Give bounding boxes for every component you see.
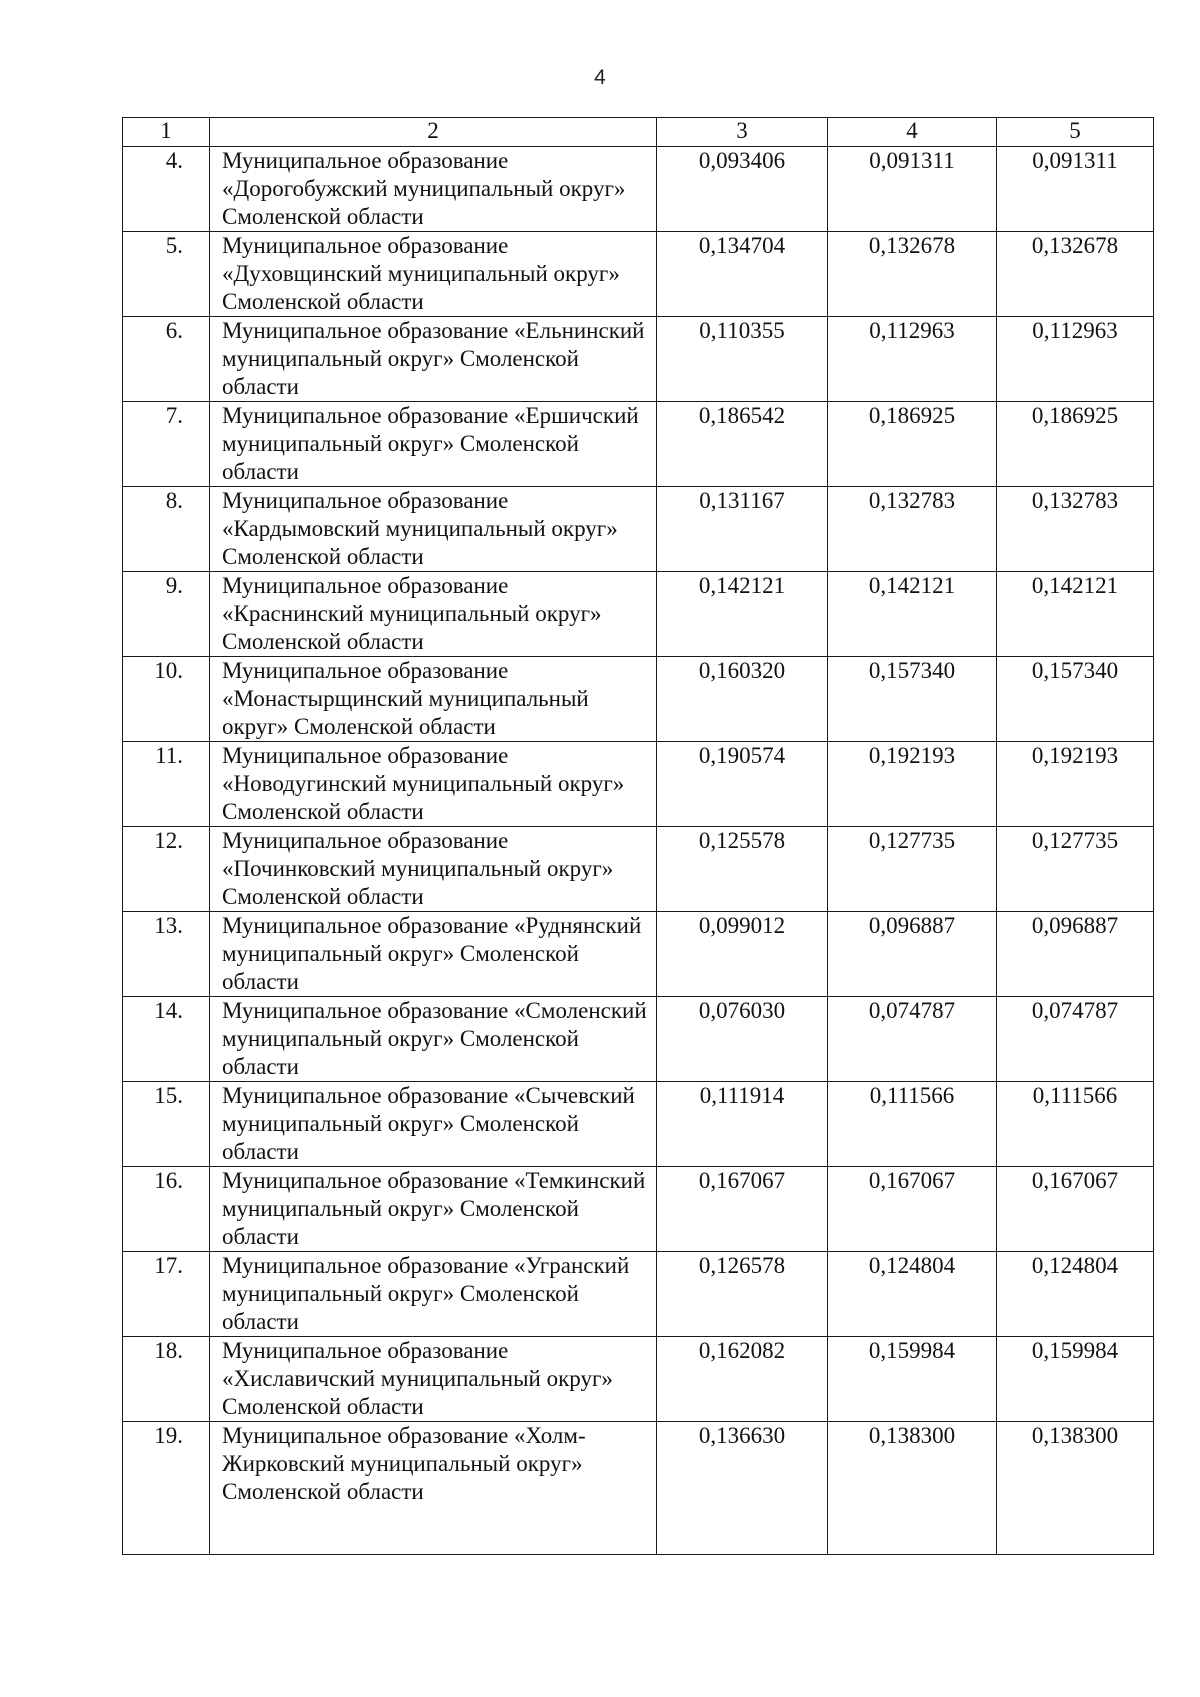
value-col5: 0,167067 [997,1167,1154,1252]
value-col3: 0,131167 [657,487,828,572]
header-cell: 5 [997,118,1154,147]
municipality-name: Муниципальное образование «Починковский муниципальный округ» Смоленской области [210,827,657,912]
value-col4: 0,096887 [828,912,997,997]
row-number: 19. [123,1422,210,1555]
row-number: 18. [123,1337,210,1422]
value-col5: 0,138300 [997,1422,1154,1555]
value-col4: 0,157340 [828,657,997,742]
municipality-name: Муниципальное образование «Монастырщинский муниципальный округ» Смоленской области [210,657,657,742]
table-row [123,742,1154,827]
municipality-name: Муниципальное образование «Духовщинский муниципальный округ» Смоленской области [210,232,657,317]
table-row [123,1337,1154,1422]
value-col5: 0,192193 [997,742,1154,827]
value-col4: 0,091311 [828,147,997,232]
table-row [123,232,1154,317]
row-number: 10. [123,657,210,742]
row-number: 15. [123,1082,210,1167]
header-cell: 4 [828,118,997,147]
value-col3: 0,162082 [657,1337,828,1422]
value-col3: 0,099012 [657,912,828,997]
row-number: 5. [123,232,210,317]
value-col3: 0,136630 [657,1422,828,1555]
value-col4: 0,142121 [828,572,997,657]
municipality-name: Муниципальное образование «Ельнинский муниципальный округ» Смоленской области [210,317,657,402]
value-col5: 0,091311 [997,147,1154,232]
table-row [123,997,1154,1082]
value-col4: 0,127735 [828,827,997,912]
table-row [123,317,1154,402]
value-col4: 0,138300 [828,1422,997,1555]
table-row [123,912,1154,997]
value-col3: 0,126578 [657,1252,828,1337]
value-col4: 0,167067 [828,1167,997,1252]
value-col3: 0,134704 [657,232,828,317]
header-cell: 3 [657,118,828,147]
municipality-name: Муниципальное образование «Темкинский муниципальный округ» Смоленской области [210,1167,657,1252]
table-row [123,1082,1154,1167]
row-number: 17. [123,1252,210,1337]
table-row [123,1252,1154,1337]
value-col5: 0,112963 [997,317,1154,402]
municipality-name: Муниципальное образование «Сычевский муниципальный округ» Смоленской области [210,1082,657,1167]
value-col3: 0,125578 [657,827,828,912]
municipality-name: Муниципальное образование «Смоленский муниципальный округ» Смоленской области [210,997,657,1082]
row-number: 16. [123,1167,210,1252]
value-col3: 0,111914 [657,1082,828,1167]
table-row [123,657,1154,742]
value-col5: 0,096887 [997,912,1154,997]
table-row [123,572,1154,657]
value-col5: 0,132783 [997,487,1154,572]
value-col5: 0,127735 [997,827,1154,912]
municipality-name: Муниципальное образование «Дорогобужский муниципальный округ» Смоленской области [210,147,657,232]
value-col4: 0,192193 [828,742,997,827]
value-col3: 0,076030 [657,997,828,1082]
municipality-name: Муниципальное образование «Ершичский муниципальный округ» Смоленской области [210,402,657,487]
row-number: 9. [123,572,210,657]
table-row [123,487,1154,572]
value-col3: 0,110355 [657,317,828,402]
value-col5: 0,142121 [997,572,1154,657]
header-cell: 2 [210,118,657,147]
row-number: 8. [123,487,210,572]
row-number: 12. [123,827,210,912]
value-col5: 0,132678 [997,232,1154,317]
value-col5: 0,157340 [997,657,1154,742]
value-col4: 0,159984 [828,1337,997,1422]
municipality-name: Муниципальное образование «Новодугинский муниципальный округ» Смоленской области [210,742,657,827]
value-col3: 0,093406 [657,147,828,232]
value-col4: 0,074787 [828,997,997,1082]
value-col3: 0,142121 [657,572,828,657]
municipality-name: Муниципальное образование «Холм-Жирковский муниципальный округ» Смоленской области [210,1422,657,1555]
municipality-name: Муниципальное образование «Кардымовский муниципальный округ» Смоленской области [210,487,657,572]
value-col4: 0,186925 [828,402,997,487]
table-row [123,1167,1154,1252]
value-col3: 0,167067 [657,1167,828,1252]
value-col5: 0,186925 [997,402,1154,487]
value-col3: 0,186542 [657,402,828,487]
value-col5: 0,074787 [997,997,1154,1082]
header-cell: 1 [123,118,210,147]
value-col4: 0,132783 [828,487,997,572]
row-number: 14. [123,997,210,1082]
coefficients-table [122,117,1154,1555]
table-row [123,827,1154,912]
row-number: 6. [123,317,210,402]
table-row [123,1422,1154,1555]
municipality-name: Муниципальное образование «Угранский муниципальный округ» Смоленской области [210,1252,657,1337]
row-number: 4. [123,147,210,232]
row-number: 7. [123,402,210,487]
municipality-name: Муниципальное образование «Руднянский муниципальный округ» Смоленской области [210,912,657,997]
value-col3: 0,160320 [657,657,828,742]
row-number: 13. [123,912,210,997]
value-col4: 0,124804 [828,1252,997,1337]
value-col4: 0,132678 [828,232,997,317]
municipality-name: Муниципальное образование «Хиславичский муниципальный округ» Смоленской области [210,1337,657,1422]
row-number: 11. [123,742,210,827]
value-col5: 0,111566 [997,1082,1154,1167]
value-col5: 0,159984 [997,1337,1154,1422]
value-col4: 0,112963 [828,317,997,402]
value-col3: 0,190574 [657,742,828,827]
table-row [123,402,1154,487]
value-col4: 0,111566 [828,1082,997,1167]
table-row [123,147,1154,232]
page-number: 4 [594,66,606,89]
table-header-row [123,118,1154,147]
value-col5: 0,124804 [997,1252,1154,1337]
municipality-name: Муниципальное образование «Краснинский муниципальный округ» Смоленской области [210,572,657,657]
